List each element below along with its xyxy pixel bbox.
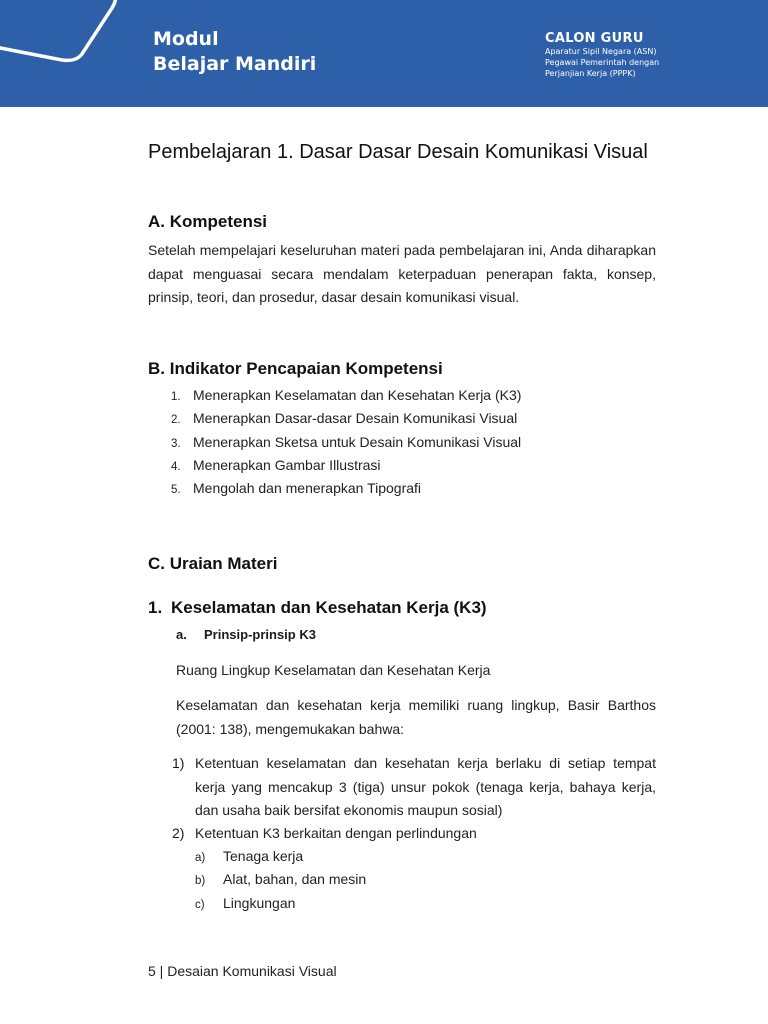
rule-text: Ketentuan keselamatan dan kesehatan kerja berlaku di setiap tempat kerja yang mencakup 3 (tiga) unsur pokok (tenaga kerja, bahaya kerja, dan usaha baik bersifat ekonomis maupun sosial) bbox=[195, 755, 656, 818]
brand-line-2: Belajar Mandiri bbox=[153, 53, 317, 75]
list-text: Menerapkan Keselamatan dan Kesehatan Kerja (K3) bbox=[193, 387, 522, 403]
page-header bbox=[0, 0, 768, 107]
list-number: b) bbox=[195, 875, 206, 888]
list-text: Lingkungan bbox=[223, 894, 296, 911]
list-text: Mengolah dan menerapkan Tipografi bbox=[193, 480, 422, 497]
scope-title: Ruang Lingkup Keselamatan dan Kesehatan Kerja bbox=[176, 662, 491, 678]
badge-line-1: Aparatur Sipil Negara (ASN) bbox=[545, 47, 657, 56]
rule-item bbox=[172, 822, 656, 846]
badge-line-2: Pegawai Pemerintah dengan bbox=[545, 58, 660, 67]
section-b-heading: B. Indikator Pencapaian Kompetensi bbox=[148, 359, 443, 378]
list-text: Tenaga kerja bbox=[223, 848, 304, 864]
section-c-heading: C. Uraian Materi bbox=[148, 554, 278, 573]
list-number: 5. bbox=[171, 484, 181, 497]
list-text: Menerapkan Dasar-dasar Desain Komunikasi Visual bbox=[193, 410, 518, 427]
point-number: a. bbox=[176, 627, 187, 642]
list-text: Menerapkan Sketsa untuk Desain Komunikasi Visual bbox=[193, 433, 522, 450]
point-title: Prinsip-prinsip K3 bbox=[204, 627, 316, 642]
subsection-number: 1. bbox=[148, 598, 163, 617]
list-number: a) bbox=[195, 852, 206, 864]
badge-title: CALON GURU bbox=[545, 31, 644, 46]
list-number: 2. bbox=[171, 414, 181, 427]
list-number: 1. bbox=[171, 391, 181, 403]
indicator-list bbox=[171, 384, 521, 500]
subsection-title: Keselamatan dan Kesehatan Kerja (K3) bbox=[171, 598, 487, 617]
list-item bbox=[195, 892, 366, 915]
section-a-heading: A. Kompetensi bbox=[148, 212, 268, 231]
list-item bbox=[171, 431, 521, 454]
list-text: Alat, bahan, dan mesin bbox=[223, 871, 367, 888]
list-number: c) bbox=[195, 898, 205, 911]
badge-line-3: Perjanjian Kerja (PPPK) bbox=[545, 69, 636, 78]
list-item bbox=[195, 868, 366, 891]
target-audience-badge bbox=[545, 31, 659, 79]
rule-number: 1) bbox=[172, 755, 185, 771]
list-item bbox=[171, 384, 521, 407]
list-item bbox=[171, 477, 521, 500]
list-item bbox=[171, 454, 521, 477]
module-brand bbox=[153, 27, 316, 77]
list-text: Menerapkan Gambar Illustrasi bbox=[193, 456, 381, 473]
page-footer: 5 | Desaian Komunikasi Visual bbox=[148, 963, 337, 979]
protection-list bbox=[195, 845, 366, 915]
section-a-paragraph: Setelah mempelajari keseluruhan materi pada pembelajaran ini, Anda diharapkan dapat menguasai secara mendalam keterpaduan penerapan fakta, konsep, prinsip, teori, dan prosedur, dasar desain komunikasi visual. bbox=[148, 242, 656, 305]
brand-line-1: Modul bbox=[153, 28, 219, 50]
intro-paragraph: Keselamatan dan kesehatan kerja memiliki ruang lingkup, Basir Barthos (2001: 138), mengemukakan bahwa: bbox=[176, 697, 656, 737]
list-item bbox=[195, 845, 366, 868]
decorative-curve-graphic bbox=[0, 0, 140, 107]
list-number: 3. bbox=[171, 437, 181, 450]
rule-item bbox=[172, 752, 656, 823]
list-number: 4. bbox=[171, 460, 181, 473]
rule-number: 2) bbox=[172, 825, 185, 841]
page-title: Pembelajaran 1. Dasar Dasar Desain Komunikasi Visual bbox=[148, 141, 648, 163]
rule-text: Ketentuan K3 berkaitan dengan perlindungan bbox=[195, 825, 477, 841]
subsection-heading bbox=[148, 598, 487, 618]
point-heading bbox=[176, 627, 316, 642]
list-item bbox=[171, 407, 521, 430]
